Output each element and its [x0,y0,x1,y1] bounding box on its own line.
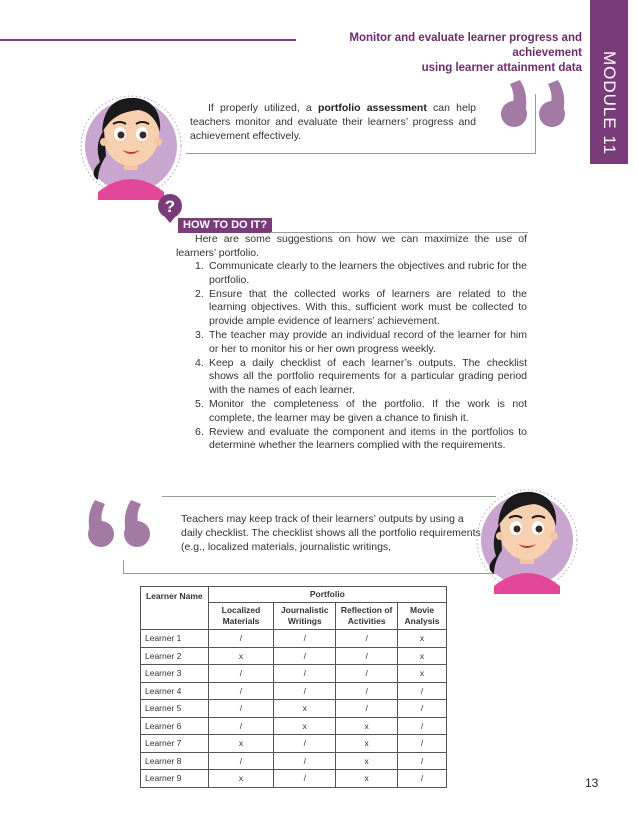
table-row [141,682,447,700]
checklist-cell: x [208,735,274,753]
page-header-title [282,31,582,76]
checklist-cell: / [398,770,447,788]
step-number: 2. [195,287,204,300]
step-number: 3. [195,328,204,341]
table-row [141,630,447,648]
table-row [141,717,447,735]
checklist-cell: / [274,665,336,683]
checklist-cell: x [336,770,398,788]
learner-name-cell: Learner 4 [141,682,209,700]
checklist-cell: / [208,682,274,700]
portfolio-checklist-table [140,586,447,788]
quote1-bold: portfolio assessment [317,102,427,114]
teacher-avatar-icon [78,84,184,200]
checklist-cell: x [208,770,274,788]
module-label: MODULE 11 [600,50,620,156]
table-body [141,630,447,788]
learner-name-cell: Learner 5 [141,700,209,718]
quote1-text [190,101,476,143]
header-title-line2: using learner attainment data [421,62,582,74]
checklist-cell: / [274,647,336,665]
step-text: The teacher may provide an individual record of the learner for him or her to monitor his or her own progress weekly. [209,328,527,355]
checklist-cell: / [398,717,447,735]
list-item [195,398,527,426]
quote1-post: can help teachers monitor and evaluate their learners’ progress and achievement effectively. [190,102,476,142]
checklist-cell: / [274,630,336,648]
checklist-cell: / [336,682,398,700]
checklist-cell: / [336,665,398,683]
checklist-cell: / [398,752,447,770]
portfolio-group-header: Portfolio [208,587,446,603]
learner-name-cell: Learner 7 [141,735,209,753]
checklist-cell: x [274,700,336,718]
table-row [141,647,447,665]
checklist-cell: / [274,752,336,770]
table-row [141,752,447,770]
step-number: 6. [195,425,204,438]
howto-heading: HOW TO DO IT? [178,218,272,233]
checklist-cell: / [398,682,447,700]
learner-name-header: Learner Name [141,587,209,630]
closing-quote-icon [500,78,570,135]
list-item [195,260,527,288]
list-item [195,426,527,454]
checklist-cell: x [398,665,447,683]
column-header: Movie Analysis [398,603,447,630]
quote2-frame [123,560,503,574]
checklist-cell: / [208,665,274,683]
table-header-row [141,587,447,603]
module-label-wrap [590,48,628,158]
checklist-cell: x [336,752,398,770]
step-text: Review and evaluate the component and items in the portfolios to determine whether the learners complied with the requirements. [209,425,527,452]
learner-name-cell: Learner 2 [141,647,209,665]
column-header: Localized Materials [208,603,274,630]
svg-text:?: ? [164,197,176,216]
checklist-cell: x [274,717,336,735]
column-header: Reflection of Activities [336,603,398,630]
step-text: Keep a daily checklist of each learner’s outputs. The checklist shows all the portfolio requirements for a particular grading period with the names of each learner. [209,356,527,397]
column-header: Journalistic Writings [274,603,336,630]
quote2-text: Teachers may keep track of their learners’ outputs by using a daily checklist. The checklist shows all the portfolio requirements (e.g., localized materials, journalistic writings, [181,513,481,553]
learner-name-cell: Learner 9 [141,770,209,788]
checklist-cell: / [398,700,447,718]
checklist-cell: x [336,735,398,753]
checklist-cell: x [208,647,274,665]
step-text: Monitor the completeness of the portfolio. If the work is not complete, the learner may be given a chance to finish it. [209,397,527,424]
table-row [141,770,447,788]
checklist-cell: / [208,752,274,770]
checklist-cell: x [398,647,447,665]
checklist-cell: / [336,647,398,665]
table-row [141,700,447,718]
learner-name-cell: Learner 3 [141,665,209,683]
list-item [195,329,527,357]
learner-name-cell: Learner 1 [141,630,209,648]
checklist-cell: / [208,700,274,718]
header-title-line1: Monitor and evaluate learner progress and achievement [349,32,582,59]
step-number: 1. [195,260,204,272]
checklist-cell: x [398,630,447,648]
howto-steps-list [195,260,527,453]
page-number: 13 [585,776,599,790]
learner-name-cell: Learner 8 [141,752,209,770]
howto-intro: Here are some suggestions on how we can maximize the use of learners’ portfolio. [176,233,527,259]
step-text: Communicate clearly to the learners the objectives and rubric for the portfolio. [209,260,527,286]
list-item [195,357,527,398]
teacher-avatar-icon-2 [474,478,580,594]
step-number: 5. [195,397,204,410]
table-row [141,735,447,753]
checklist-cell: / [398,735,447,753]
table-row [141,665,447,683]
checklist-cell: / [274,770,336,788]
quote2-top-rule [162,496,496,497]
header-rule [0,39,296,41]
checklist-cell: / [274,682,336,700]
checklist-cell: / [336,700,398,718]
opening-quote-icon [83,496,153,555]
step-text: Ensure that the collected works of learners are related to the learning objectives. With this, sufficient work must be collected to provide ample evidence of learners’ achievement. [209,287,527,328]
list-item [195,288,527,329]
learner-name-cell: Learner 6 [141,717,209,735]
checklist-cell: / [274,735,336,753]
checklist-cell: x [336,717,398,735]
checklist-cell: / [208,717,274,735]
step-number: 4. [195,356,204,369]
checklist-cell: / [336,630,398,648]
checklist-cell: / [208,630,274,648]
quote1-pre: If properly utilized, a [208,102,318,114]
